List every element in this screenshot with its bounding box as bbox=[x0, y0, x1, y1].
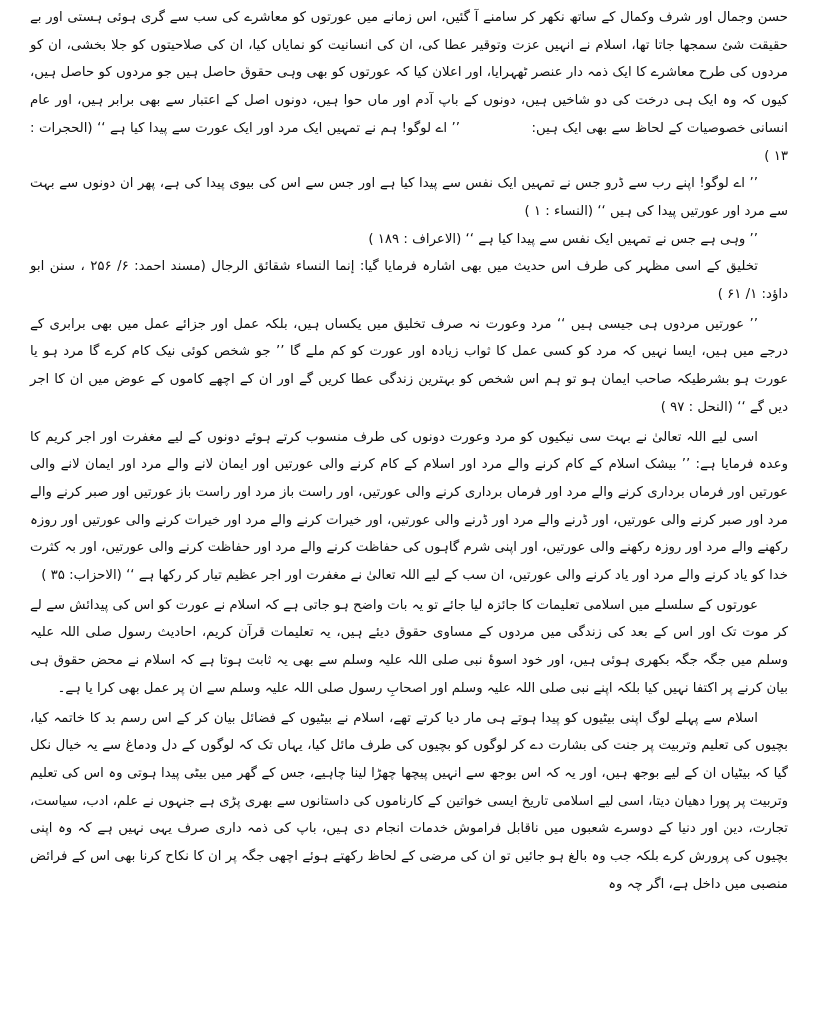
paragraph-islamic-teachings: عورتوں کے سلسلے میں اسلامی تعلیمات کا جائزہ لیا جائے تو یہ بات واضح ہو جاتی ہے کہ اسلام نے عورت کو اس کی پیدائش سے لے کر موت تک اور اس کے بعد کی زندگی میں مردوں کے مساوی حقوق دیئے ہیں، یہ تعلیمات قرآن کریم، احادیث رسول صلی اللہ علیہ وسلم میں جگہ جگہ بکھری ہوئی ہیں، اور خود اسوۂ نبی صلی اللہ علیہ وسلم سے بھی یہ ثابت ہوتا ہے کہ اسلام نے محض حقوق ہی بیان کرنے پر اکتفا نہیں کیا بلکہ اپنے نبی صلی اللہ علیہ وسلم اور اصحابِ رسول صلی اللہ علیہ وسلم سے ان پر عمل بھی کرا یا ہے۔ bbox=[30, 597, 788, 696]
paragraph-araf-verse: ’’ وہی ہے جس نے تمہیں ایک نفس سے پیدا کیا ہے ‘‘ (الاعراف : ۱۸۹ ) bbox=[368, 231, 758, 247]
paragraph-hadith: تخلیق کے اسی مظہر کی طرف اس حدیث میں بھی اشارہ فرمایا گیا: إنما النساء شقائق الرجال (مسند احمد: ۶/ ۲۵۶ ، سنن ابو داؤد: ۱/ ۶۱ ) bbox=[30, 259, 788, 303]
paragraph-equality: ’’ عورتیں مردوں ہی جیسی ہیں ‘‘ مرد وعورت نہ صرف تخلیق میں یکساں ہیں، بلکہ عمل اور جزائے عمل میں بھی برابری کے درجے میں ہیں، ایسا نہیں کہ مرد کو کسی عمل کا ثواب زیادہ اور عورت کو کم ملے گا ’’ جو شخص کوئی نیک کام کرے گا مرد ہو یا عورت ہو بشرطیکہ صاحب ایمان ہو تو ہم اس شخص کو بہترین زندگی عطا کریں گے اور ان کے اچھے کاموں کے عوض میں ان کا اجر دیں گے ‘‘ (النحل : ۹۷ ) bbox=[30, 316, 788, 415]
paragraph-nisa-verse: ’’ اے لوگو! اپنے رب سے ڈرو جس نے تمہیں ایک نفس سے پیدا کیا ہے اور جس سے اس کی بیوی پیدا کی ہے، پھر ان دونوں سے بہت سے مرد اور عورتیں پیدا کی ہیں ‘‘ (النساء : ۱ ) bbox=[30, 176, 788, 219]
paragraph-daughters: اسلام سے پہلے لوگ اپنی بیٹیوں کو پیدا ہوتے ہی مار دیا کرتے تھے، اسلام نے بیٹیوں کے فضائل بیان کر کے اس رسم بد کا خاتمہ کیا، بچیوں کی تعلیم وتربیت پر جنت کی بشارت دے کر لوگوں کو بچیوں کی طرف مائل کیا، یہاں تک کہ لوگوں کے دل ودماغ سے یہ خیال نکل گیا کہ بیٹیاں ان کے لیے بوجھ ہیں، اور یہ کہ اس بوجھ سے انہیں پیچھا چھڑا لینا چاہیے، جس کے گھر میں بیٹی پیدا ہوتی وہ اس کی تعلیم وتربیت پر پورا دھیان دیتا، اسی لیے اسلامی تاریخ ایسی خواتین کے کارناموں کی داستانوں سے بھری پڑی ہے جنہوں نے علم، ادب، سیاست، تجارت، دین اور دنیا کے دوسرے شعبوں میں ناقابل فراموش خدمات انجام دی ہیں، باپ کی ذمہ داری صرف یہی نہیں ہے کہ وہ اپنی بچیوں کی پرورش کرے بلکہ جب وہ بالغ ہو جائیں تو ان کی مرضی کے لحاظ رکھتے ہوئے اچھی جگہ پر ان کا نکاح کرنا بھی اس کے فرائض منصبی میں داخل ہے، اگر چہ وہ bbox=[30, 710, 788, 892]
paragraph-intro: حسن وجمال اور شرف وکمال کے ساتھ نکھر کر سامنے آ گئیں، اس زمانے میں عورتوں کو معاشرے کی سب سے گری ہوئی ہستی اور بے حقیقت شئ سمجھا جاتا تھا، اسلام نے انہیں عزت وتوقیر عطا کی، ان کی انسانیت کو نمایاں کیا، ان کی صلاحیتوں کو جلا بخشی، ان کو مردوں کی طرح معاشرے کا ایک ذمہ دار عنصر ٹھہرایا، اور اعلان کیا کہ عورتوں کو بھی وہی حقوق حاصل ہیں جو مردوں کو حاصل ہیں، کیوں کہ وہ ایک ہی درخت کی دو شاخیں ہیں، دونوں کے باپ آدم اور ماں حوا ہیں، دونوں اصل کے اعتبار سے بھی برابر ہیں، اور عام انسانی خصوصیات کے لحاظ سے بھی ایک ہیں: ’’ اے لوگو! ہم نے تمہیں ایک مرد اور ایک عورت سے پیدا کیا ہے ‘‘ (الحجرات : ۱۳ ) bbox=[30, 10, 788, 164]
paragraph-ahzab-verse: اسی لیے اللہ تعالیٰ نے بہت سی نیکیوں کو مرد وعورت دونوں کی طرف منسوب کرتے ہوئے دونوں کے لیے مغفرت اور اجر کریم کا وعدہ فرمایا ہے: ’’ بیشک اسلام کے کام کرنے والے مرد اور اسلام کے کام کرنے والی عورتیں اور ایمان لانے والے مرد اور ایمان لانے والی عورتیں اور فرماں برداری کرنے والے مرد اور فرماں برداری کرنے والی عورتیں، اور راست باز مرد اور راست باز عورتیں اور صبر کرنے والے مرد اور صبر کرنے والی عورتیں، اور ڈرنے والے مرد اور ڈرنے والی عورتیں، اور خیرات کرنے والے مرد اور خیرات کرنے والی عورتیں اور روزہ رکھنے والے مرد اور روزہ رکھنے والی عورتیں، اور اپنی شرم گاہوں کی حفاظت کرنے والے مرد اور حفاظت کرنے والی عورتیں، اور بہ کثرت خدا کو یاد کرنے والے مرد اور یاد کرنے والی عورتیں، ان سب کے لیے اللہ تعالیٰ نے مغفرت اور اجر عظیم تیار کر رکھا ہے ‘‘ (الاحزاب: ۳۵ ) bbox=[30, 429, 788, 584]
